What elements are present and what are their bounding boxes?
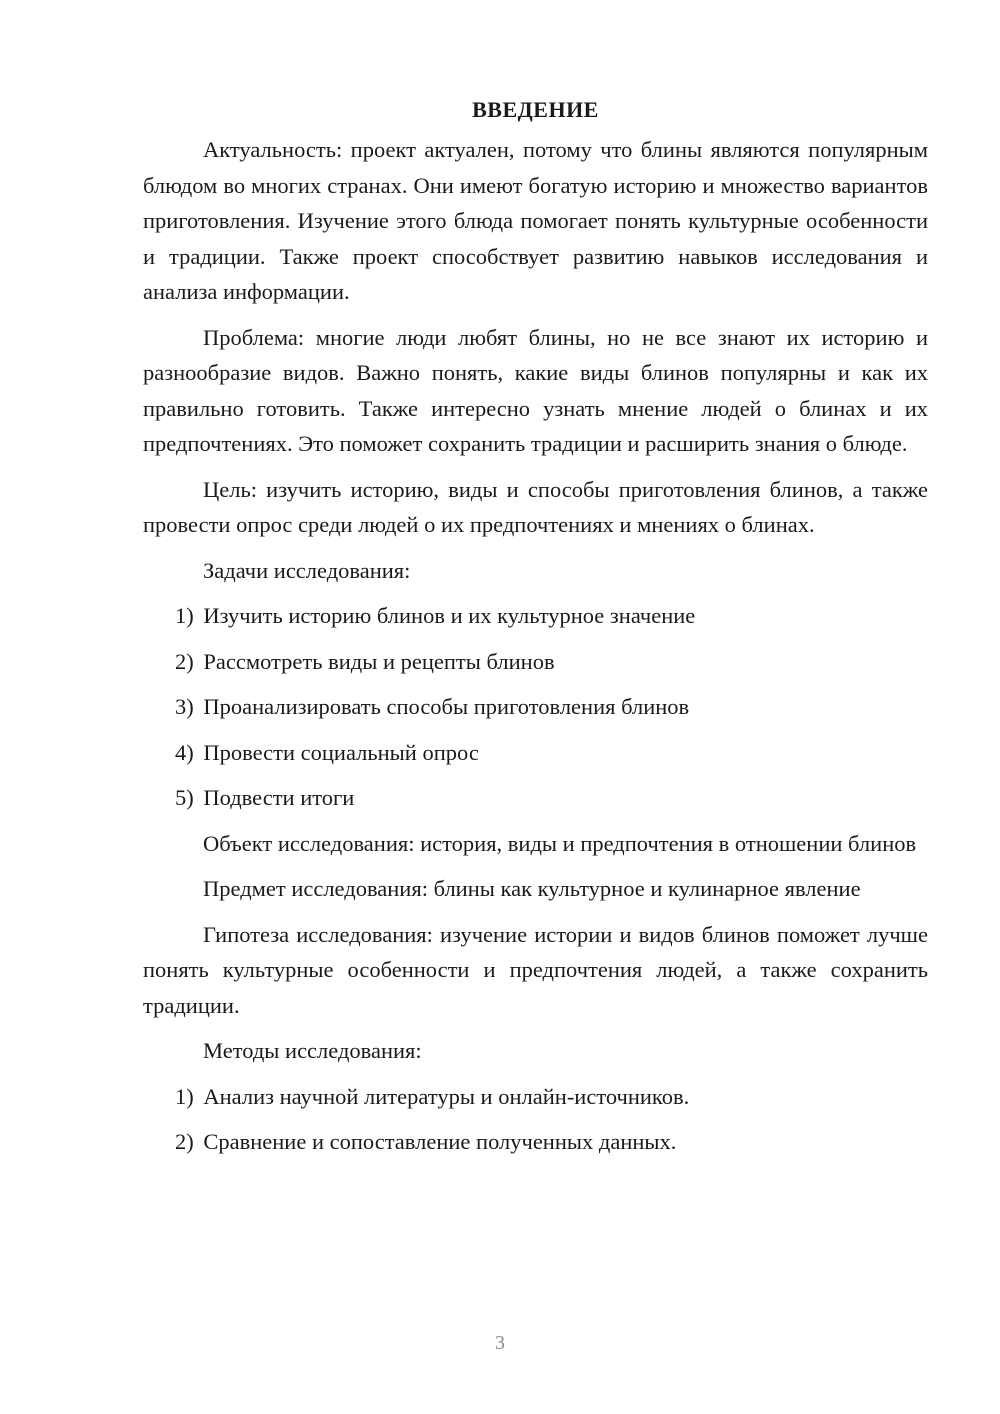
- list-item: [143, 780, 928, 816]
- list-item: [143, 735, 928, 771]
- list-item-number: 3): [175, 694, 194, 719]
- list-item-number: 4): [175, 739, 194, 765]
- goal-paragraph: Цель: изучить историю, виды и способы приготовления блинов, а также провести опрос среди людей о их предпочтениях и мнениях о блинах.: [143, 476, 928, 537]
- list-item: [143, 689, 928, 725]
- list-item-text: Провести социальный опрос: [203, 739, 479, 765]
- object-paragraph: Объект исследования: история, виды и предпочтения в отношении блинов: [203, 830, 917, 856]
- methods-label: Методы исследования:: [203, 1038, 422, 1063]
- tasks-label: Задачи исследования:: [203, 557, 411, 583]
- page-number: 3: [495, 1332, 505, 1354]
- hypothesis-paragraph: Гипотеза исследования: изучение истории и видов блинов поможет лучше понять культурные особенности и предпочтения людей, а также сохранить традиции.: [143, 921, 928, 1018]
- list-item: [143, 1124, 928, 1160]
- problem-paragraph: Проблема: многие люди любят блины, но не все знают их историю и разнообразие видов. Важно понять, какие виды блинов популярны и как их правильно готовить. Также интересно узнать мнение людей о блинах и их предпочтениях. Это поможет сохранить традиции и расширить знания о блюде.: [143, 324, 928, 456]
- list-item-number: 5): [175, 785, 194, 810]
- list-item: [143, 1079, 928, 1115]
- list-item-text: Анализ научной литературы и онлайн-источников.: [203, 1083, 690, 1109]
- subject-paragraph: Предмет исследования: блины как культурное и кулинарное явление: [203, 876, 861, 901]
- list-item-text: Изучить историю блинов и их культурное значение: [203, 603, 696, 628]
- methods-list: [143, 1079, 928, 1160]
- tasks-list: [143, 598, 928, 816]
- list-item: [143, 644, 928, 680]
- list-item-text: Подвести итоги: [203, 785, 355, 810]
- document-page: [143, 92, 928, 1170]
- list-item-text: Проанализировать способы приготовления блинов: [203, 694, 690, 719]
- relevance-paragraph: Актуальность: проект актуален, потому что блины являются популярным блюдом во многих странах. Они имеют богатую историю и множество вариантов приготовления. Изучение этого блюда помогает понять культурные особенности и традиции. Также проект способствует развитию навыков исследования и анализа информации.: [143, 137, 928, 304]
- list-item-text: Рассмотреть виды и рецепты блинов: [203, 648, 555, 674]
- list-item-number: 2): [175, 648, 194, 674]
- list-item-text: Сравнение и сопоставление полученных данных.: [203, 1129, 677, 1154]
- list-item-number: 1): [175, 603, 194, 628]
- list-item-number: 1): [175, 1083, 194, 1109]
- list-item-number: 2): [175, 1129, 194, 1154]
- list-item: [143, 598, 928, 634]
- section-heading: ВВЕДЕНИЕ: [472, 97, 599, 122]
